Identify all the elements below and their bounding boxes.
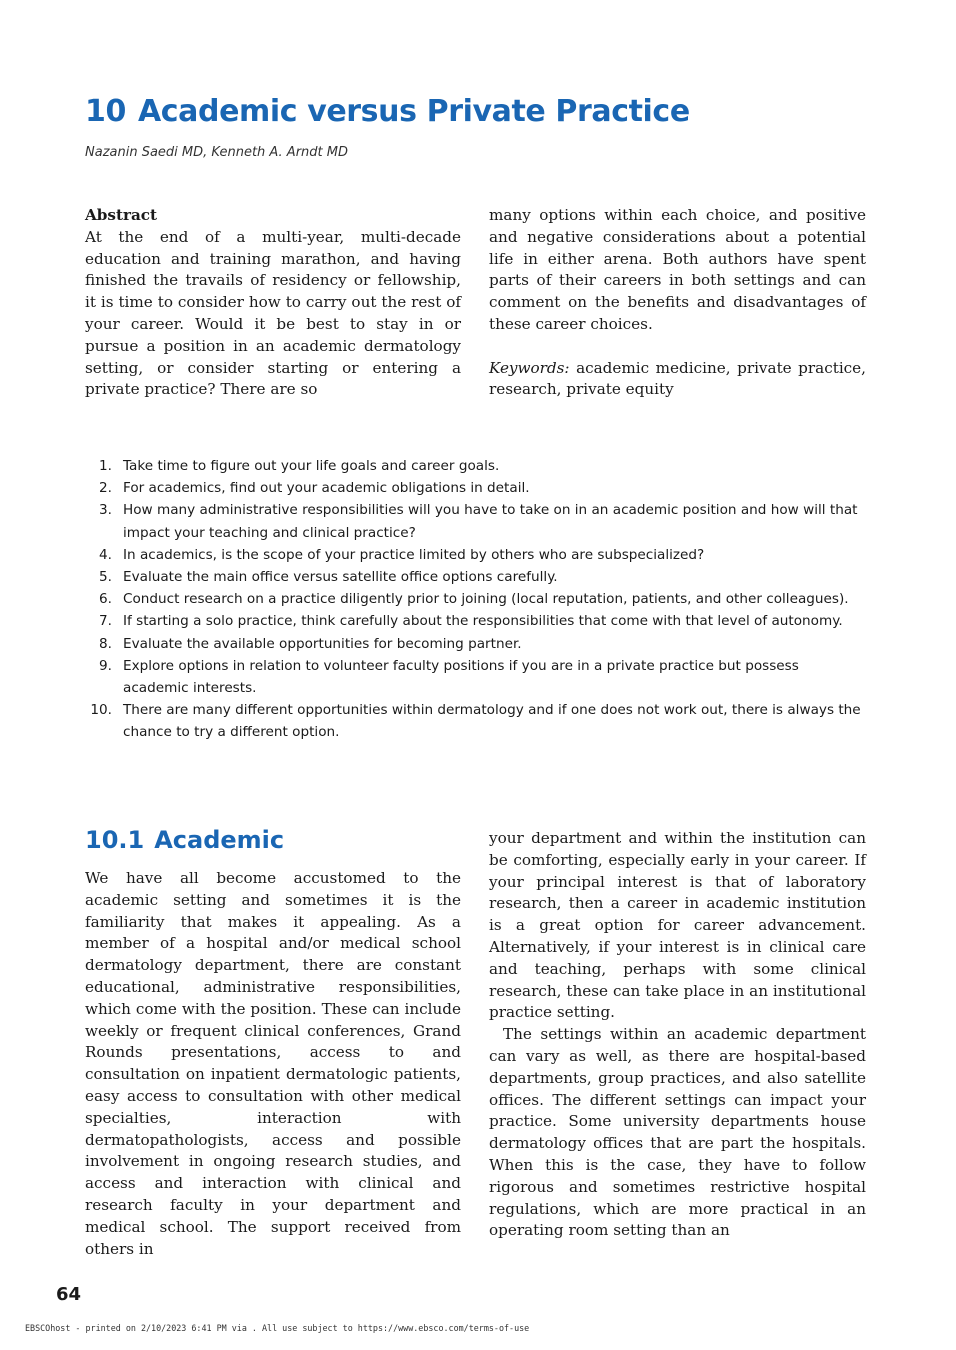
list-item xyxy=(85,566,865,588)
section-paragraph: The settings within an academic department can vary as well, as there are hospital-based departments, group practices, and also satellite offices. The different settings can impact your practice. Some university departments house dermatology offices that are part the hospitals. When this is the case, they have to follow rigorous and sometimes restrictive hospital regulations, which are more practical in an operating room setting than an xyxy=(489,1025,866,1240)
list-item xyxy=(85,544,865,566)
section-title: Academic xyxy=(154,826,285,854)
keywords-text: academic medicine, private practice, research, private equity xyxy=(489,358,866,399)
list-item xyxy=(85,610,865,632)
list-item xyxy=(85,699,865,743)
section-heading xyxy=(85,826,284,854)
list-item xyxy=(85,588,865,610)
list-item-number: 10. xyxy=(90,702,112,719)
list-item xyxy=(85,455,865,477)
abstract-text-left: At the end of a multi-year, multi-decade education and training marathon, and having finished the travails of residency or fellowship, it is time to consider how to carry out the rest of your career. Would it be best to stay in or pursue a position in an academic dermatology setting, or consider starting or entering a private practice? There are so xyxy=(85,227,461,399)
list-item-text: Evaluate the main office versus satellite office options carefully. xyxy=(123,569,558,586)
page-number: 64 xyxy=(56,1284,82,1305)
list-item-number: 9. xyxy=(99,657,112,674)
chapter-title-text: Academic versus Private Practice xyxy=(137,94,690,129)
section-number: 10.1 xyxy=(85,826,145,854)
abstract-heading: Abstract xyxy=(85,206,158,224)
list-item-text: Take time to figure out your life goals and career goals. xyxy=(123,458,500,474)
list-item-text: Explore options in relation to volunteer faculty positions if you are in a private practice but possess academic interests. xyxy=(123,657,799,697)
list-item-number: 8. xyxy=(99,635,112,652)
list-item xyxy=(85,655,865,699)
list-item-number: 1. xyxy=(99,458,112,474)
list-item-number: 2. xyxy=(99,480,112,497)
list-item xyxy=(85,477,865,499)
list-item-number: 7. xyxy=(99,613,112,630)
section-left-column: We have all become accustomed to the academic setting and sometimes it is the familiarity that makes it appealing. As a member of a hospital and/or medical school dermatology department, there are constant educational, administrative responsibilities, which come with the position. These can include weekly or frequent clinical conferences, Grand Rounds presentations, access to and consultation on inpatient dermatologic patients, easy access to consultation with other medical specialties, interaction with dermatopathologists, access and possible involvement in ongoing research studies, and access and interaction with clinical and research faculty in your department and medical school. The support received from others in xyxy=(85,869,461,1258)
list-item-number: 3. xyxy=(99,502,112,519)
list-item-text: There are many different opportunities within dermatology and if one does not work out, there is always the chance to try a different option. xyxy=(123,702,861,741)
chapter-title xyxy=(85,94,690,129)
list-item-number: 6. xyxy=(99,591,112,608)
section-right-column xyxy=(489,828,866,1242)
list-item-text: Conduct research on a practice diligently prior to joining (local reputation, patients, and other colleagues). xyxy=(123,591,849,608)
list-item-text: If starting a solo practice, think carefully about the responsibilities that come with that level of autonomy. xyxy=(123,613,843,630)
list-item-number: 4. xyxy=(99,546,112,563)
list-item-text: In academics, is the scope of your practice limited by others who are subspecialized? xyxy=(123,546,705,563)
list-item-text: Evaluate the available opportunities for becoming partner. xyxy=(123,635,522,652)
list-item-number: 5. xyxy=(99,569,112,586)
key-points-list xyxy=(85,455,865,744)
chapter-number: 10 xyxy=(85,94,126,129)
list-item-text: How many administrative responsibilities will you have to take on in an academic position and how will that impact your teaching and clinical practice? xyxy=(123,502,858,541)
abstract-right-column xyxy=(489,205,866,401)
list-item xyxy=(85,633,865,655)
section-paragraph: your department and within the institution can be comforting, especially early in your career. If your principal interest is that of laboratory research, then a career in academic institution is a great option for career advancement. Alternatively, if your interest is in clinical care and teaching, perhaps with some clinical research, these can take place in an institutional practice setting. xyxy=(489,829,866,1022)
list-item xyxy=(85,499,865,543)
abstract-left-column xyxy=(85,205,461,401)
list-item-text: For academics, find out your academic obligations in detail. xyxy=(123,480,530,497)
chapter-authors: Nazanin Saedi MD, Kenneth A. Arndt MD xyxy=(85,145,348,160)
abstract-text-right: many options within each choice, and positive and negative considerations about a potential life in either arena. Both authors have spent parts of their careers in both settings and can comment on the benefits and disadvantages of these career choices. xyxy=(489,206,866,333)
keywords xyxy=(489,358,866,402)
print-footer: EBSCOhost - printed on 2/10/2023 6:41 PM via . All use subject to https://www.ebsco.com/terms-of-use xyxy=(25,1323,530,1333)
keywords-label: Keywords: xyxy=(489,358,570,377)
